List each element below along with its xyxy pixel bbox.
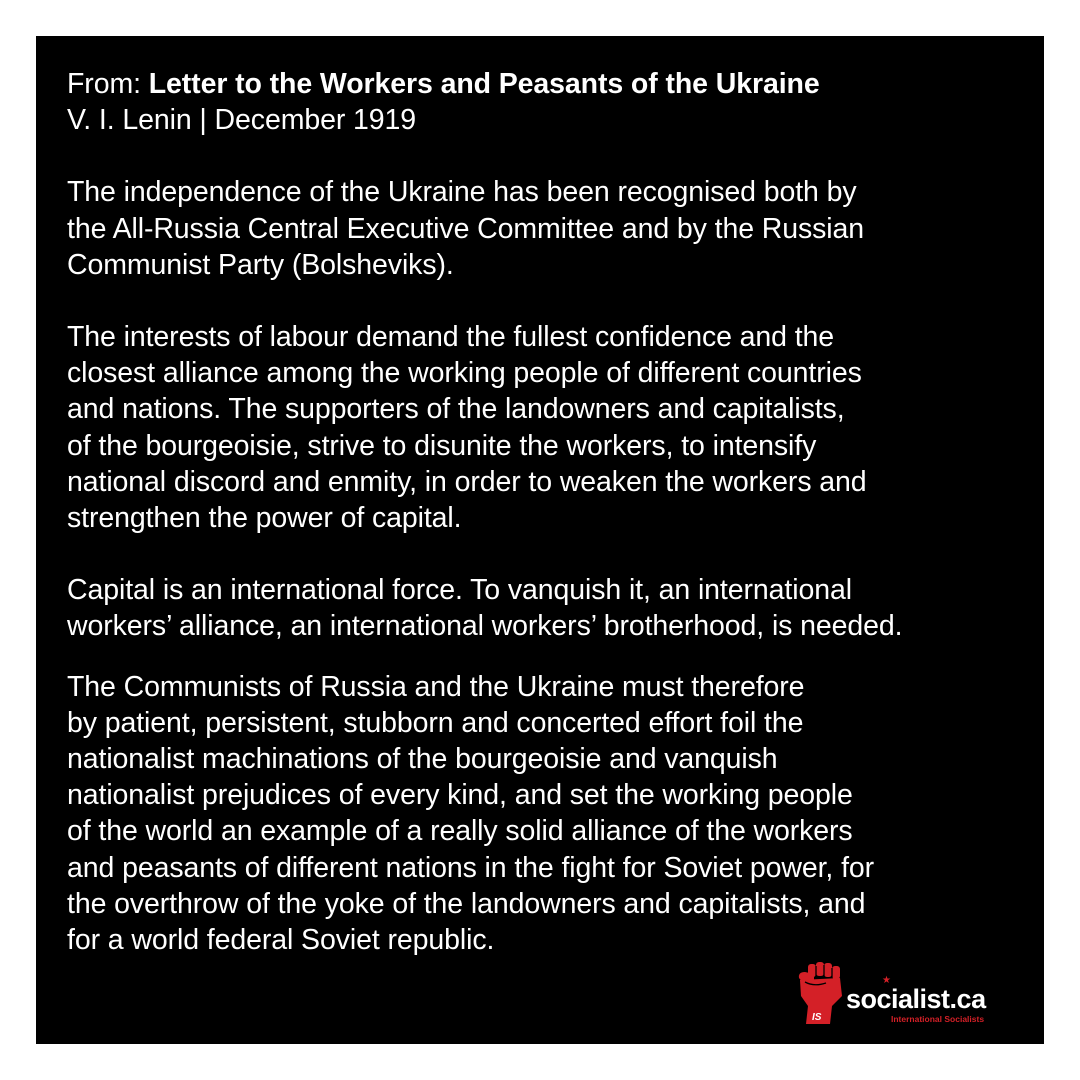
paragraph-4: The Communists of Russia and the Ukraine must therefore by patient, persistent, stubborn and concerted effort foil the nationalist machinations of the bourgeoisie and vanquish nationalist prejudices of every kind, and set the working people of the world an example of a really solid alliance of the workers and peasants of different nations in the fight for Soviet power, for the overthrow of the yoke of the landowners and capitalists, and for a world federal Soviet republic. xyxy=(67,670,875,957)
is-badge: IS xyxy=(812,1012,822,1023)
source-title-line xyxy=(67,66,1027,102)
socialist-ca-logo xyxy=(796,960,1006,1026)
paragraph-2: The interests of labour demand the fullest confidence and the closest alliance among the working people of different countries and nations. The supporters of the landowners and capitalists, of the bourgeoisie, strive to disunite the workers, to intensify national discord and enmity, in order to weaken the workers and strengthen the power of capital. xyxy=(67,321,867,535)
star-icon: ★ xyxy=(882,975,891,986)
logo-tagline: International Socialists xyxy=(891,1014,985,1024)
logo-wordmark: socialist.ca xyxy=(846,984,986,1014)
quote-text-block xyxy=(67,66,1027,958)
raised-fist-icon xyxy=(796,960,846,1026)
source-byline: V. I. Lenin | December 1919 xyxy=(67,104,417,137)
quote-card xyxy=(36,36,1044,1044)
paragraph-1: The independence of the Ukraine has been recognised both by the All-Russia Central Executive Committee and by the Russian Communist Party (Bolsheviks). xyxy=(67,176,865,281)
source-prefix: From: xyxy=(67,68,149,100)
paragraph-3: Capital is an international force. To vanquish it, an international workers’ alliance, an international workers’ brotherhood, is needed. xyxy=(67,574,903,643)
source-title: Letter to the Workers and Peasants of the Ukraine xyxy=(148,68,820,100)
